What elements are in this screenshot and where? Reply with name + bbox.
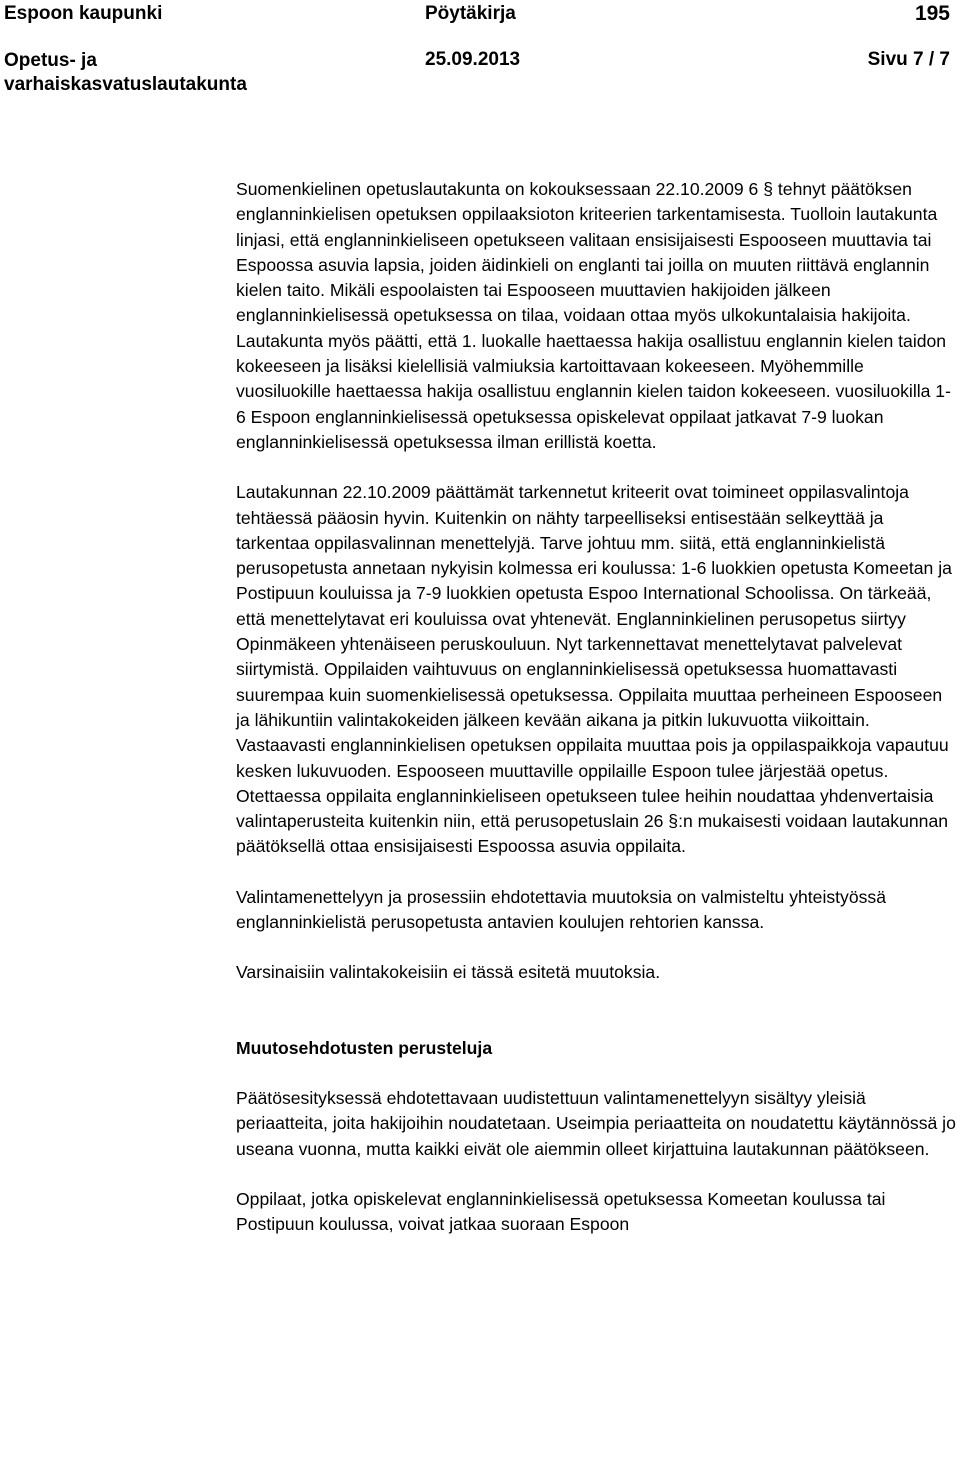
sheet-indicator: Sivu 7 / 7 [867,49,950,70]
document-body [236,177,956,1237]
page-number: 195 [914,2,950,25]
body-paragraph-5: Päätösesityksessä ehdotettavaan uudistettuun valintamenettelyyn sisältyy yleisiä periaatteita, joita hakijoihin noudatetaan. Useimpia periaatteita on noudatettu käytännössä jo useana vuonna, mutta kaikki eivät ole aiemmin olleet kirjattuina lautakunnan päätökseen. [236,1087,956,1159]
organization-name: Espoon kaupunki [4,3,163,24]
document-type: Pöytäkirja [425,3,516,24]
document-header [0,0,960,100]
body-paragraph-6: Oppilaat, jotka opiskelevat englanninkielisessä opetuksessa Komeetan koulussa tai Postipuun koulussa, voivat jatkaa suoraan Espoon [236,1188,886,1235]
body-paragraph-2: Lautakunnan 22.10.2009 päättämät tarkennetut kriteerit ovat toimineet oppilasvalintoja tehtäessä pääosin hyvin. Kuitenkin on nähty tarpeelliseksi entisestään selkeyttää ja tarkentaa oppilasvalinnan menettelyjä. Tarve johtuu mm. siitä, että englanninkielistä perusopetusta annetaan nykyisin kolmessa eri koulussa: 1-6 luokkien opetusta Komeetan ja Postipuun kouluissa ja 7-9 luokkien opetusta Espoo International Schoolissa. On tärkeää, että menettelytavat eri kouluissa ovat yhtenevät. Englanninkielinen perusopetus siirtyy Opinmäkeen yhtenäiseen peruskouluun. Nyt tarkennettavat menettelytavat palvelevat siirtymistä. Oppilaiden vaihtuvuus on englanninkielisessä opetuksessa huomattavasti suurempaa kuin suomenkielisessä opetuksessa. Oppilaita muuttaa perheineen Espooseen ja lähikuntiin valintakokeiden jälkeen kevään aikana ja pitkin lukuvuotta viikoittain. Vastaavasti englanninkielisen opetuksen oppilaita muuttaa pois ja oppilaspaikkoja vapautuu kesken lukuvuoden. Espooseen muuttaville oppilaille Espoon tulee järjestää opetus. Otettaessa oppilaita englanninkieliseen opetukseen tulee heihin noudattaa yhdenvertaisia valintaperusteita kuitenkin niin, että perusopetuslain 26 §:n mukaisesti voidaan lautakunnan päätöksellä ottaa ensisijaisesti Espoossa asuvia oppilaita. [236,482,952,857]
board-name: Opetus- ja varhaiskasvatuslautakunta [4,50,247,95]
body-paragraph-3: Valintamenettelyyn ja prosessiin ehdotettavia muutoksia on valmisteltu yhteistyössä englanninkielistä perusopetusta antavien koulujen rehtorien kanssa. [236,886,886,933]
body-paragraph-4: Varsinaisiin valintakokeisiin ei tässä esitetä muutoksia. [236,962,661,983]
section-heading: Muutosehdotusten perusteluja [236,1037,493,1058]
meeting-date: 25.09.2013 [425,49,521,70]
body-paragraph-1: Suomenkielinen opetuslautakunta on kokouksessaan 22.10.2009 6 § tehnyt päätöksen englanninkielisen opetuksen oppilaaksioton kriteerien tarkentamisesta. Tuolloin lautakunta linjasi, että englanninkieliseen opetukseen valitaan ensisijaisesti Espooseen muuttavia tai Espoossa asuvia lapsia, joiden äidinkieli on englanti tai joilla on muuten riittävä englannin kielen taito. Mikäli espoolaisten tai Espooseen muuttavien hakijoiden jälkeen englanninkielisessä opetuksessa on tilaa, voidaan ottaa myös ulkokuntalaisia hakijoita. Lautakunta myös päätti, että 1. luokalle haettaessa hakija osallistuu englannin kielen taidon kokeeseen ja lisäksi kielellisiä valmiuksia kartoittavaan kokeeseen. Myöhemmille vuosiluokille haettaessa hakija osallistuu englannin kielen taidon kokeeseen. vuosiluokilla 1-6 Espoon englanninkielisessä opetuksessa opiskelevat oppilaat jatkavat 7-9 luokan englanninkielisessä opetuksessa ilman erillistä koetta. [236,179,951,452]
